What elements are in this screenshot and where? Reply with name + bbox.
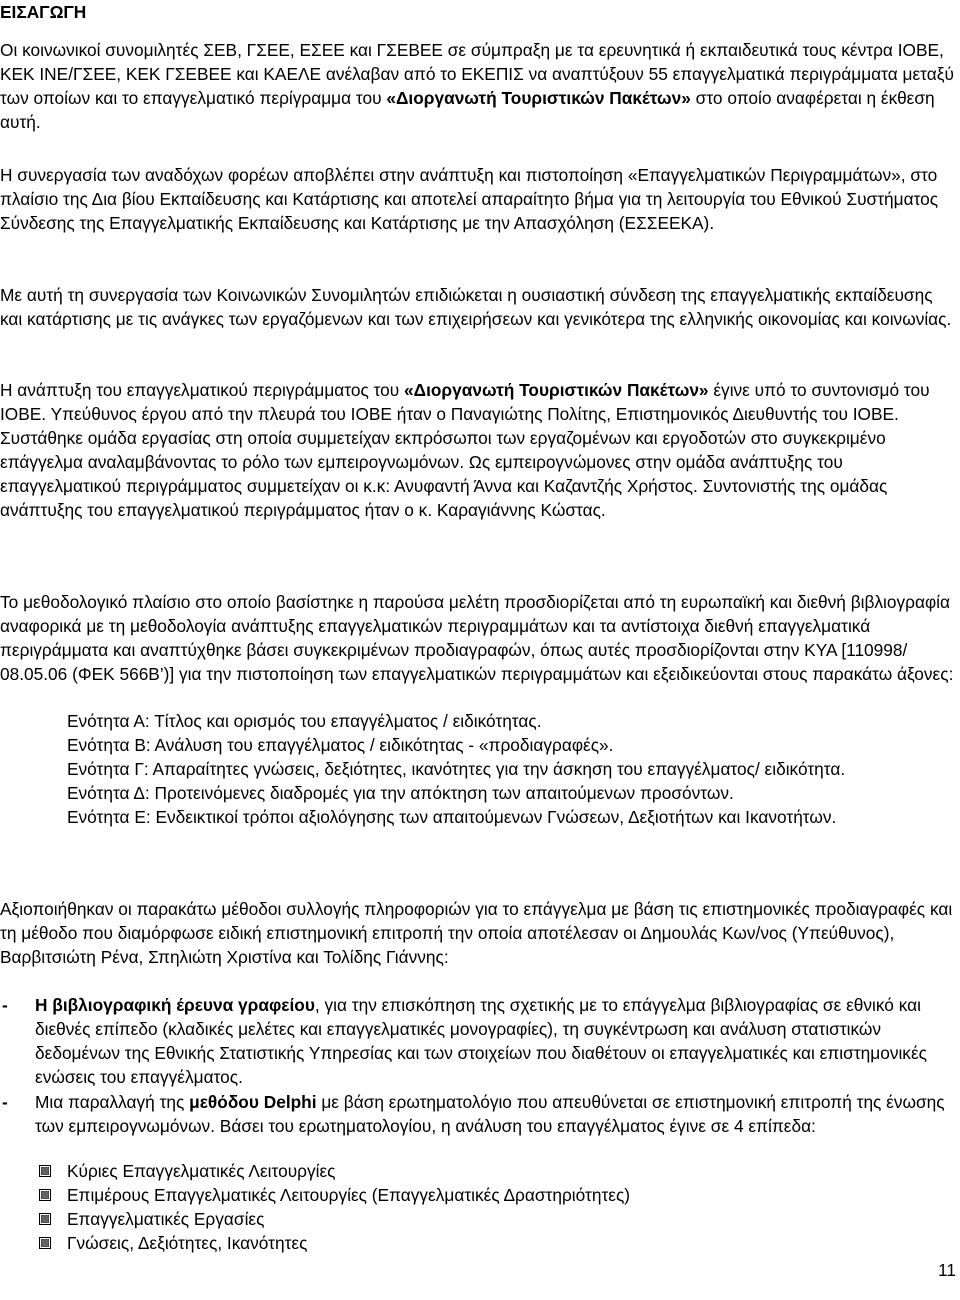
page-number: 11: [938, 1260, 956, 1280]
list-item: Ενότητα Γ: Απαραίτητες γνώσεις, δεξιότητες, ικανότητες για την άσκηση του επαγγέλματος/ ειδικότητα.: [67, 759, 846, 779]
methodology-paragraph: Το μεθοδολογικό πλαίσιο στο οποίο βασίστηκε η παρούσα μελέτη προσδιορίζεται από τη ευρωπαϊκή και διεθνή βιβλιογραφία αναφορικά με τη μεθοδολογία ανάπτυξης επαγγελματικών περιγραμμάτων και τα αντίστοιχα διεθνή επαγγελματικά περιγράμματα και αναπτύχθηκε βάσει συγκεκριμένων προδιαγραφών, όπως αυτές προσδιορίζονται στην ΚΥΑ [110998/ 08.05.06 (ΦΕΚ 566Β’)] για την πιστοποίηση των επαγγελματικών περιγραμμάτων και εξειδικεύονται στους παρακάτω άξονες:: [0, 592, 954, 684]
dash-bullet: -: [2, 1092, 8, 1112]
list-item: Γνώσεις, Δεξιότητες, Ικανότητες: [37, 1231, 917, 1255]
checkered-square-bullet-icon: [39, 1165, 51, 1177]
checkered-square-bullet-icon: [39, 1189, 51, 1201]
levels-list: [37, 1159, 917, 1255]
method-delphi: - Μια παραλλαγή της μεθόδου Delphi με βάση ερωτηματολόγιο που απευθύνεται σε επιστημονική επιτροπή της ένωσης των εμπειρογνωμόνων. Βάσει του ερωτηματολογίου, η ανάλυση του επαγγέλματος έγινε σε 4 επίπεδα:: [2, 1092, 945, 1136]
checkered-square-bullet-icon: [39, 1213, 51, 1225]
list-item: Επιμέρους Επαγγελματικές Λειτουργίες (Επαγγελματικές Δραστηριότητες): [37, 1183, 917, 1207]
units-list: [67, 709, 947, 829]
list-item: Ενότητα Δ: Προτεινόμενες διαδρομές για την απόκτηση των απαιτούμενων προσόντων.: [67, 783, 734, 803]
list-item: Επαγγελματικές Εργασίες: [37, 1207, 917, 1231]
development-paragraph: Η ανάπτυξη του επαγγελματικού περιγράμματος του «Διοργανωτή Τουριστικών Πακέτων» έγινε υπό το συντονισμό του ΙΟΒΕ. Υπεύθυνος έργου από την πλευρά του ΙΟΒΕ ήταν ο Παναγιώτης Πολίτης, Επιστημονικός Διευθυντής του ΙΟΒΕ. Συστάθηκε ομάδα εργασίας στη οποία συμμετείχαν εκπρόσωποι των εργαζομένων και εργοδοτών στο συγκεκριμένο επάγγελμα αναλαμβάνοντας το ρόλο των εμπειρογνωμόνων. Ως εμπειρογνώμονες στην ομάδα ανάπτυξης του επαγγελματικού περιγράμματος συμμετείχαν οι κ.κ: Ανυφαντή Άννα και Καζαντζής Χρήστος. Συντονιστής της ομάδας ανάπτυξης του επαγγελματικού περιγράμματος ήταν ο κ. Καραγιάννης Κώστας.: [0, 380, 930, 520]
methods-intro-paragraph: Αξιοποιήθηκαν οι παρακάτω μέθοδοι συλλογής πληροφοριών για το επάγγελμα με βάση τις επιστημονικές προδιαγραφές και τη μέθοδο που διαμόρφωσε ειδική επιστημονική επιτροπή την οποία αποτέλεσαν οι Δημουλάς Κων/νος (Υπεύθυνος), Βαρβιτσιώτη Ρένα, Σπηλιώτη Χριστίνα και Τολίδης Γιάννης:: [0, 899, 953, 967]
list-item: Κύριες Επαγγελματικές Λειτουργίες: [37, 1159, 917, 1183]
checkered-square-bullet-icon: [39, 1237, 51, 1249]
list-item: Ενότητα Β: Ανάλυση του επαγγέλματος / ειδικότητας - «προδιαγραφές».: [67, 735, 614, 755]
cooperation-paragraph: Η συνεργασία των αναδόχων φορέων αποβλέπει στην ανάπτυξη και πιστοποίηση «Επαγγελματικών Περιγραμμάτων», στο πλαίσιο της Δια βίου Εκπαίδευσης και Κατάρτισης και αποτελεί απαραίτητο βήμα για τη λειτουργία του Εθνικού Συστήματος Σύνδεσης της Επαγγελματικής Εκπαίδευσης και Κατάρτισης με την Απασχόληση (ΕΣΣΕΕΚΑ).: [0, 165, 939, 233]
page-title: ΕΙΣΑΓΩΓΗ: [0, 2, 87, 22]
intro-paragraph: Οι κοινωνικοί συνομιλητές ΣΕΒ, ΓΣΕΕ, ΕΣΕΕ και ΓΣΕΒΕΕ σε σύμπραξη με τα ερευνητικά ή εκπαιδευτικά τους κέντρα ΙΟΒΕ, ΚΕΚ ΙΝΕ/ΓΣΕΕ, ΚΕΚ ΓΣΕΒΕΕ και ΚΑΕΛΕ ανέλαβαν από το ΕΚΕΠΙΣ να αναπτύξουν 55 επαγγελματικά περιγράμματα μεταξύ των οποίων και το επαγγελματικό περίγραμμα του «Διοργανωτή Τουριστικών Πακέτων» στο οποίο αναφέρεται η έκθεση αυτή.: [0, 40, 954, 132]
social-partners-paragraph: Με αυτή τη συνεργασία των Κοινωνικών Συνομιλητών επιδιώκεται η ουσιαστική σύνδεση της επαγγελματικής εκπαίδευσης και κατάρτισης με τις ανάγκες των εργαζόμενων και των επιχειρήσεων και γενικότερα της ελληνικής οικονομίας και κοινωνίας.: [0, 285, 952, 329]
dash-bullet: -: [2, 995, 8, 1015]
method-desk-research: - Η βιβλιογραφική έρευνα γραφείου, για την επισκόπηση της σχετικής με το επάγγελμα βιβλιογραφίας σε εθνικό και διεθνές επίπεδο (κλαδικές μελέτες και επαγγελματικές μονογραφίες), τη συγκέντρωση και ανάλυση στατιστικών δεδομένων της Εθνικής Στατιστικής Υπηρεσίας και των στοιχείων που διαθέτουν οι επαγγελματικές και επιστημονικές ενώσεις του επαγγέλματος.: [2, 995, 927, 1087]
list-item: Ενότητα Α: Τίτλος και ορισμός του επαγγέλματος / ειδικότητας.: [67, 711, 542, 731]
list-item: Ενότητα Ε: Ενδεικτικοί τρόποι αξιολόγησης των απαιτούμενων Γνώσεων, Δεξιοτήτων και Ικανοτήτων.: [67, 807, 837, 827]
